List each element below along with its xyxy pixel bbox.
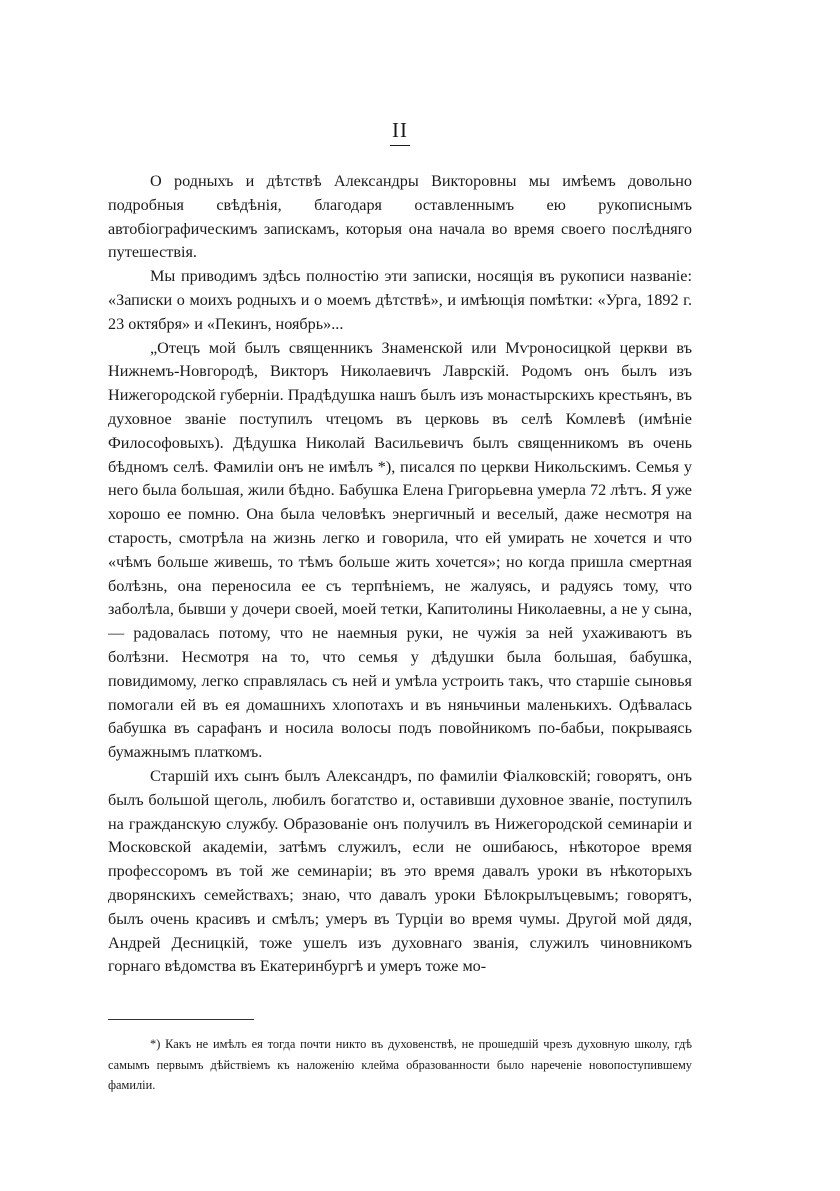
footnote: *) Какъ не имѣлъ ея тогда почти никто въ духовенствѣ, не прошедшій чрезъ духовную школу, гдѣ самымъ первымъ дѣйствіемъ къ наложенію клейма образованности было нареченіе новопоступившему фамиліи. [108,1037,692,1093]
body-text [108,170,692,979]
chapter-number [108,118,692,146]
chapter-number-text: II [390,118,410,146]
book-page [108,118,692,1096]
paragraph: Мы приводимъ здѣсь полностію эти записки, носящія въ рукописи названіе: «Записки о моихъ родныхъ и о моемъ дѣтствѣ», и имѣющія помѣтки: «Урга, 1892 г. 23 октября» и «Пекинъ, ноябрь»... [108,267,692,333]
paragraph: Старшій ихъ сынъ былъ Александръ, по фамиліи Фіалковскій; говорятъ, онъ былъ большой щеголь, любилъ богатство и, оставивши духовное званіе, поступилъ на гражданскую службу. Образованіе онъ получилъ въ Нижегородской семинаріи и Московской академіи, затѣмъ служилъ, если не ошибаюсь, нѣкоторое время профессоромъ въ той же семинаріи; въ это время давалъ уроки въ нѣкоторыхъ дворянскихъ семействахъ; знаю, что давалъ уроки Бѣлокрылъцевымъ; говорятъ, былъ очень красивъ и смѣлъ; умеръ въ Турціи во время чумы. Другой мой дядя, Андрей Десницкій, тоже ушелъ изъ духовнаго званія, служилъ чиновникомъ горнаго вѣдомства въ Екатеринбургѣ и умеръ тоже мо- [108,766,692,976]
paragraph: О родныхъ и дѣтствѣ Александры Викторовны мы имѣемъ довольно подробныя свѣдѣнія, благодаря оставленнымъ ею рукописнымъ автобіографическимъ запискамъ, которыя она начала во время своего послѣдняго путешествія. [108,172,692,262]
paragraph: „Отецъ мой былъ священникъ Знаменской или Мѵроносицкой церкви въ Нижнемъ-Новгородѣ, Викторъ Николаевичъ Лаврскій. Родомъ онъ былъ изъ Нижегородской губерніи. Прадѣдушка нашъ былъ изъ монастырскихъ крестьянъ, въ духовное званіе поступилъ чтецомъ въ церковь въ селѣ Комлевѣ (имѣніе Философовыхъ). Дѣдушка Николай Васильевичъ былъ священникомъ въ очень бѣдномъ селѣ. Фамиліи онъ не имѣлъ *), писался по церкви Никольскимъ. Семья у него была большая, жили бѣдно. Бабушка Елена Григорьевна умерла 72 лѣтъ. Я уже хорошо ее помню. Она была человѣкъ энергичный и веселый, даже несмотря на старость, смотрѣла на жизнь легко и говорила, что ей умирать не хочется и что «чѣмъ больше живешь, то тѣмъ больше жить хочется»; но когда пришла смертная болѣзнь, она переносила ее съ терпѣніемъ, не жалуясь, и радуясь тому, что заболѣла, бывши у дочери своей, моей тетки, Капитолины Николаевны, а не у сына, — радовалась потому, что не наемныя руки, не чужія за ней ухаживаютъ въ болѣзни. Несмотря на то, что семья у дѣдушки была большая, бабушка, повидимому, легко справлялась съ ней и умѣла устроить такъ, что старшіе сыновья помогали ей въ ея домашнихъ хлопотахъ и въ няньчиньи маленькихъ. Одѣвалась бабушка въ сарафанъ и носила волосы подъ повойникомъ по-бабьи, покрываясь бумажнымъ платкомъ. [108,338,692,762]
footnote-divider [108,1019,254,1020]
